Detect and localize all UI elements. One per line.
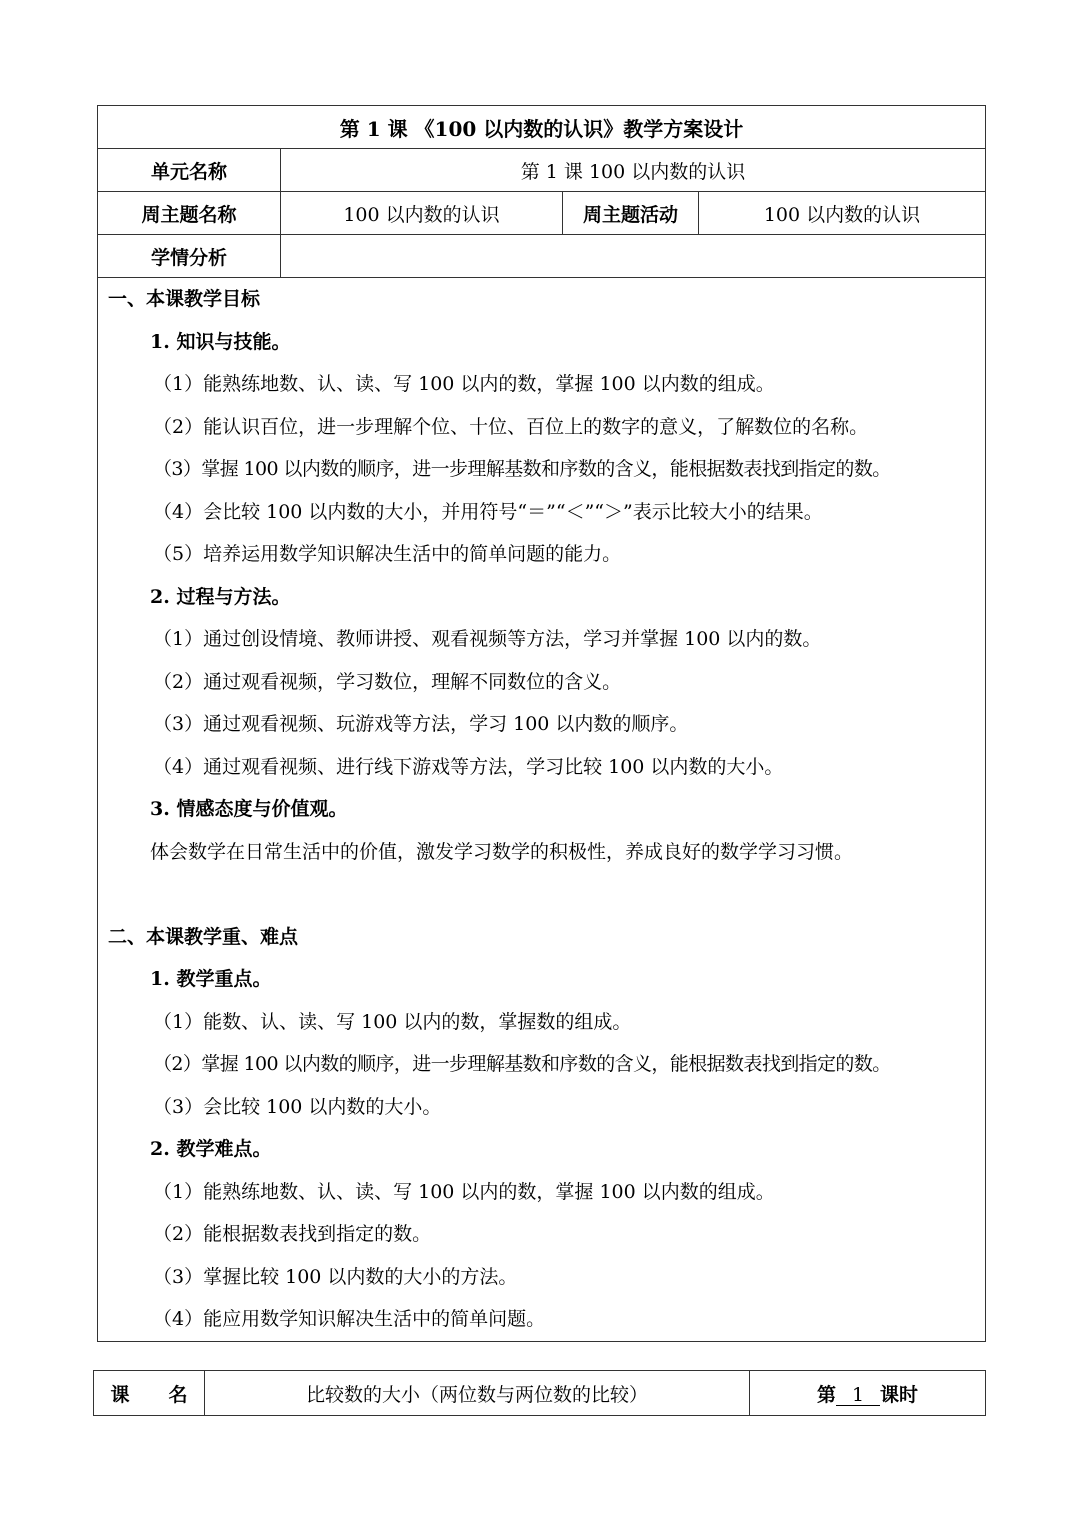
process-item: （1）通过创设情境、教师讲授、观看视频等方法，学习并掌握 100 以内的数。: [153, 628, 822, 650]
unit-name-value: 第 1 课 100 以内数的认识: [281, 149, 986, 192]
knowledge-item: （1）能熟练地数、认、读、写 100 以内的数，掌握 100 以内数的组成。: [153, 373, 775, 395]
lesson-suffix: 课时: [880, 1383, 919, 1406]
keypoints-heading: 二、本课教学重、难点: [108, 925, 299, 948]
blank-line: [98, 873, 985, 916]
week-topic-label: 周主题名称: [98, 192, 281, 235]
lesson-number-value: 1: [836, 1385, 880, 1406]
process-heading: 2. 过程与方法。: [150, 585, 291, 608]
knowledge-item: （2）能认识百位，进一步理解个位、十位、百位上的数字的意义，了解数位的名称。: [153, 415, 869, 438]
course-name-value: 比较数的大小（两位数与两位数的比较）: [205, 1371, 750, 1416]
objectives-heading: 一、本课教学目标: [108, 288, 261, 310]
difficult-point-item: （1）能熟练地数、认、读、写 100 以内的数，掌握 100 以内数的组成。: [153, 1180, 775, 1203]
knowledge-item: （5）培养运用数学知识解决生活中的简单问题的能力。: [153, 543, 622, 565]
student-analysis-label: 学情分析: [98, 235, 281, 278]
key-point-item: （3）会比较 100 以内数的大小。: [153, 1095, 442, 1118]
plan-content: [98, 278, 986, 1342]
knowledge-item: （3）掌握 100 以内数的顺序，进一步理解基数和序数的含义，能根据数表找到指定的数。: [153, 458, 891, 480]
unit-name-label: 单元名称: [98, 149, 281, 192]
knowledge-item: （4）会比较 100 以内数的大小，并用符号“＝”“＜”“＞”表示比较大小的结果。: [153, 500, 823, 523]
attitude-text: 体会数学在日常生活中的价值，激发学习数学的积极性，养成良好的数学学习习惯。: [150, 840, 854, 863]
week-topic-value: 100 以内数的认识: [281, 192, 563, 235]
process-item: （3）通过观看视频、玩游戏等方法，学习 100 以内数的顺序。: [153, 713, 689, 735]
lesson-plan-table: [97, 105, 986, 1342]
week-activity-value: 100 以内数的认识: [699, 192, 986, 235]
difficult-point-item: （4）能应用数学知识解决生活中的简单问题。: [153, 1308, 546, 1330]
difficult-points-heading: 2. 教学难点。: [150, 1138, 272, 1160]
key-point-item: （1）能数、认、读、写 100 以内的数，掌握数的组成。: [153, 1010, 632, 1033]
student-analysis-value: [281, 235, 986, 278]
difficult-point-item: （2）能根据数表找到指定的数。: [153, 1223, 432, 1245]
key-point-item: （2）掌握 100 以内数的顺序，进一步理解基数和序数的含义，能根据数表找到指定的数。: [153, 1053, 891, 1075]
course-label-char: 课: [110, 1383, 130, 1406]
lesson-prefix: 第: [816, 1383, 836, 1406]
process-item: （2）通过观看视频，学习数位，理解不同数位的含义。: [153, 670, 622, 693]
plan-title: 第 1 课 《100 以内数的认识》教学方案设计: [98, 106, 986, 149]
difficult-point-item: （3）掌握比较 100 以内数的大小的方法。: [153, 1265, 518, 1288]
course-table: [93, 1370, 986, 1416]
course-label-char: 名: [168, 1383, 188, 1406]
key-points-heading: 1. 教学重点。: [150, 968, 272, 990]
lesson-number: [750, 1371, 986, 1416]
course-name-label: [94, 1371, 205, 1416]
process-item: （4）通过观看视频、进行线下游戏等方法，学习比较 100 以内数的大小。: [153, 755, 784, 778]
week-activity-label: 周主题活动: [563, 192, 699, 235]
attitude-heading: 3. 情感态度与价值观。: [150, 798, 348, 820]
knowledge-heading: 1. 知识与技能。: [150, 330, 291, 353]
